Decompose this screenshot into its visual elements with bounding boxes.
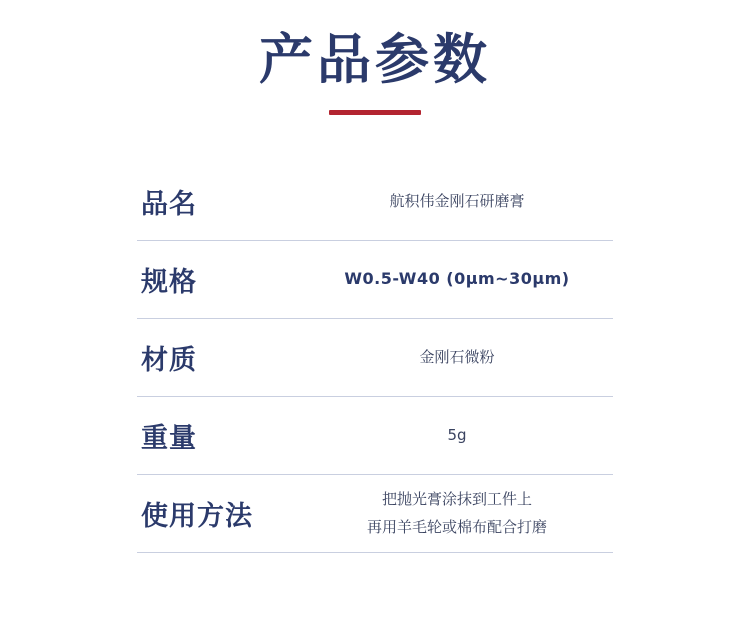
spec-label-product-name: 品名 <box>141 188 197 220</box>
spec-value-line: 5g <box>447 425 467 444</box>
table-row <box>137 241 613 319</box>
spec-label-weight: 重量 <box>141 422 197 454</box>
table-row <box>137 319 613 397</box>
title-underline-accent <box>329 110 421 115</box>
spec-value-specification <box>307 264 613 294</box>
spec-value-material <box>307 343 613 372</box>
title-block <box>0 0 750 115</box>
spec-value-usage <box>307 485 613 542</box>
spec-label-specification: 规格 <box>141 266 197 298</box>
spec-value-weight <box>307 421 613 450</box>
table-row <box>137 163 613 241</box>
spec-value-line: 把抛光膏涂抹到工件上 <box>381 489 532 508</box>
spec-value-line: W0.5-W40 (0μm~30μm) <box>344 268 570 288</box>
page-title: 产品参数 <box>259 28 491 91</box>
spec-value-product-name <box>307 187 613 216</box>
spec-table <box>137 163 613 553</box>
table-row <box>137 397 613 475</box>
spec-label-material: 材质 <box>141 344 197 376</box>
spec-value-line: 航积伟金刚石研磨膏 <box>389 191 525 210</box>
spec-value-line: 再用羊毛轮或棉布配合打磨 <box>366 518 547 536</box>
table-row <box>137 475 613 553</box>
spec-label-usage: 使用方法 <box>141 500 253 532</box>
spec-value-line: 金刚石微粉 <box>419 347 495 366</box>
